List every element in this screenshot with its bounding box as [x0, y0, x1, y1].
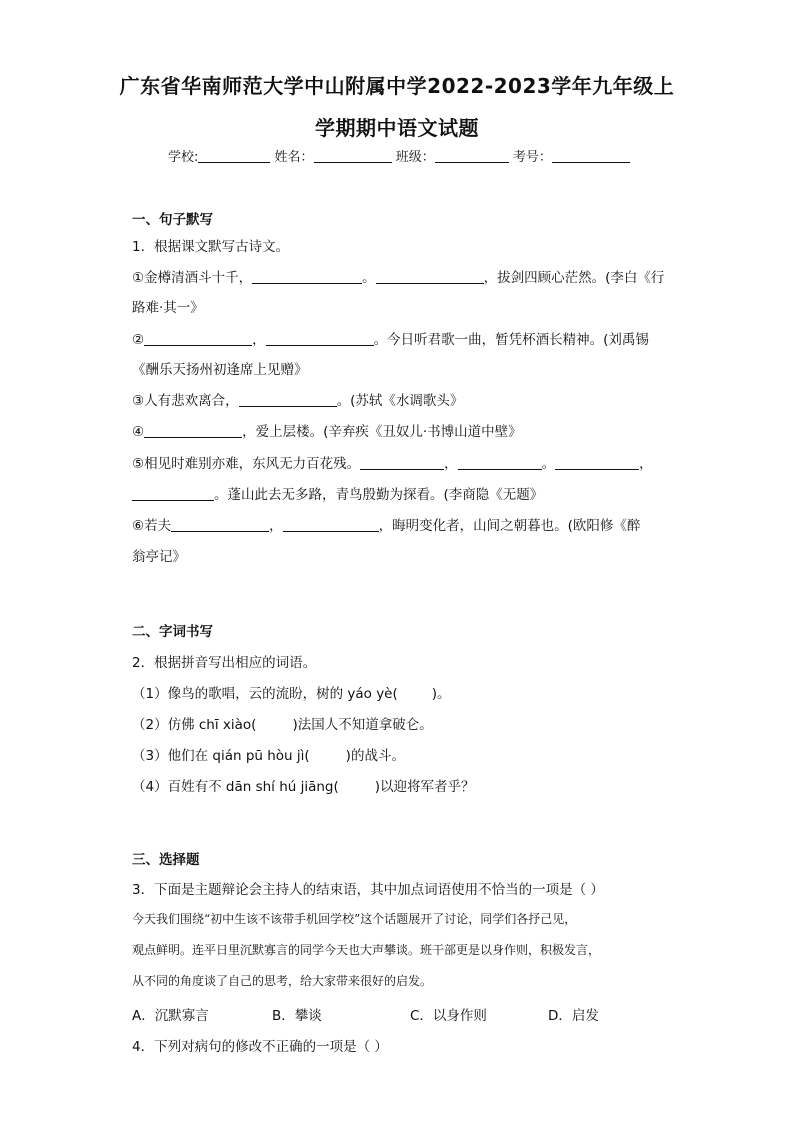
- text: )的战斗。: [345, 748, 405, 764]
- q2-item2: [132, 713, 433, 733]
- answer-blank[interactable]: [376, 271, 484, 284]
- q4-stem: 4．下列对病句的修改不正确的一项是（ ）: [132, 1039, 388, 1055]
- text: )法国人不知道拿破仑。: [292, 717, 433, 733]
- q2-stem: 2．根据拼音写出相应的词语。: [132, 655, 317, 671]
- q3-passage-line1: 今天我们围绕“初中生该不该带手机回学校”这个话题展开了讨论，同学们各抒己见，: [132, 912, 577, 926]
- text: )以迎将军者乎？: [374, 779, 475, 795]
- text: ，拔剑四顾心茫然。(李白《行: [483, 270, 665, 286]
- text: ，爱上层楼。(辛弃疾《丑奴儿·书博山道中壁》: [242, 424, 522, 440]
- section3-heading: 三、选择题: [132, 852, 200, 868]
- q3-option-b[interactable]: B．攀谈: [272, 1008, 322, 1024]
- name-blank[interactable]: [314, 150, 392, 163]
- student-info-row: [168, 146, 630, 165]
- q3-option-a[interactable]: A．沉默寡言: [132, 1008, 209, 1024]
- q3-option-c[interactable]: C．以身作则: [410, 1008, 487, 1024]
- school-blank[interactable]: [198, 150, 270, 163]
- q3-passage-line3: 从不同的角度谈了自己的思考，给大家带来很好的启发。: [132, 974, 433, 988]
- text: ⑤相见时难别亦难，东风无力百花残。: [132, 456, 361, 472]
- text: ④: [132, 424, 145, 440]
- number-label: 考号：: [512, 150, 552, 165]
- text: ，: [269, 518, 283, 534]
- q1-line5: [132, 452, 653, 472]
- q2-item4: [132, 775, 475, 795]
- text: （1）像鸟的歌唱，云的流盼，树的 yáo yè(: [132, 686, 398, 702]
- answer-blank[interactable]: [252, 271, 362, 284]
- answer-blank[interactable]: [171, 519, 269, 532]
- exam-title-line2: 学期期中语文试题: [315, 116, 479, 140]
- section2-heading: 二、字词书写: [132, 624, 213, 640]
- text: ⑥若夫: [132, 518, 172, 534]
- exam-title-line1: 广东省华南师范大学中山附属中学2022-2023学年九年级上: [119, 74, 675, 98]
- text: ，: [639, 456, 653, 472]
- q1-line6: [132, 514, 640, 534]
- q1-line2-cont: 《酬乐天扬州初逢席上见赠》: [132, 362, 308, 378]
- text: （3）他们在 qián pū hòu jì(: [132, 748, 310, 764]
- answer-blank[interactable]: [458, 457, 542, 470]
- text: ，晦明变化者，山间之朝暮也。(欧阳修《醉: [378, 518, 641, 534]
- answer-blank[interactable]: [555, 457, 639, 470]
- answer-blank[interactable]: [239, 394, 337, 407]
- text: 。蓬山此去无多路，青鸟殷勤为探看。(李商隐《无题》: [214, 487, 544, 503]
- q1-line3: [132, 389, 463, 409]
- q2-item1: [132, 682, 451, 702]
- q1-line2: [132, 328, 649, 348]
- q3-stem: 3．下面是主题辩论会主持人的结束语，其中加点词语使用不恰当的一项是（ ）: [132, 882, 604, 898]
- q3-option-d[interactable]: D．启发: [548, 1008, 599, 1024]
- text: ③人有悲欢离合，: [132, 393, 239, 409]
- name-label: 姓名：: [274, 150, 314, 165]
- q1-line6-cont: 翁亭记》: [132, 549, 186, 565]
- q1-line1-cont: 路难·其一》: [132, 300, 204, 316]
- answer-blank[interactable]: [144, 333, 252, 346]
- answer-blank[interactable]: [132, 488, 214, 501]
- q1-line5-cont: [132, 483, 543, 503]
- school-label: 学校:: [168, 150, 199, 165]
- answer-blank[interactable]: [144, 425, 242, 438]
- text: ②: [132, 332, 145, 348]
- section1-heading: 一、句子默写: [132, 212, 213, 228]
- text: （4）百姓有不 dān shí hú jiāng(: [132, 779, 339, 795]
- text: ，: [444, 456, 458, 472]
- text: 。: [541, 456, 556, 472]
- q2-item3: [132, 744, 405, 764]
- text: ①金樽清酒斗十千，: [132, 270, 253, 286]
- class-label: 班级：: [395, 150, 435, 165]
- q1-stem: 1．根据课文默写古诗文。: [132, 239, 290, 255]
- number-blank[interactable]: [552, 150, 630, 163]
- q3-passage-line2: 观点鲜明。连平日里沉默寡言的同学今天也大声攀谈。班干部更是以身作则，积极发言，: [132, 943, 601, 957]
- q1-line4: [132, 420, 522, 440]
- answer-blank[interactable]: [266, 333, 374, 346]
- answer-blank[interactable]: [283, 519, 379, 532]
- text: 。今日听君歌一曲，暂凭杯酒长精神。(刘禹锡: [373, 332, 649, 348]
- text: 。(苏轼《水调歌头》: [336, 393, 464, 409]
- text: （2）仿佛 chī xiào(: [132, 717, 257, 733]
- text: ，: [252, 332, 266, 348]
- text: 。: [362, 270, 376, 286]
- answer-blank[interactable]: [360, 457, 444, 470]
- class-blank[interactable]: [435, 150, 509, 163]
- q1-line1: [132, 266, 664, 286]
- text: )。: [431, 686, 451, 702]
